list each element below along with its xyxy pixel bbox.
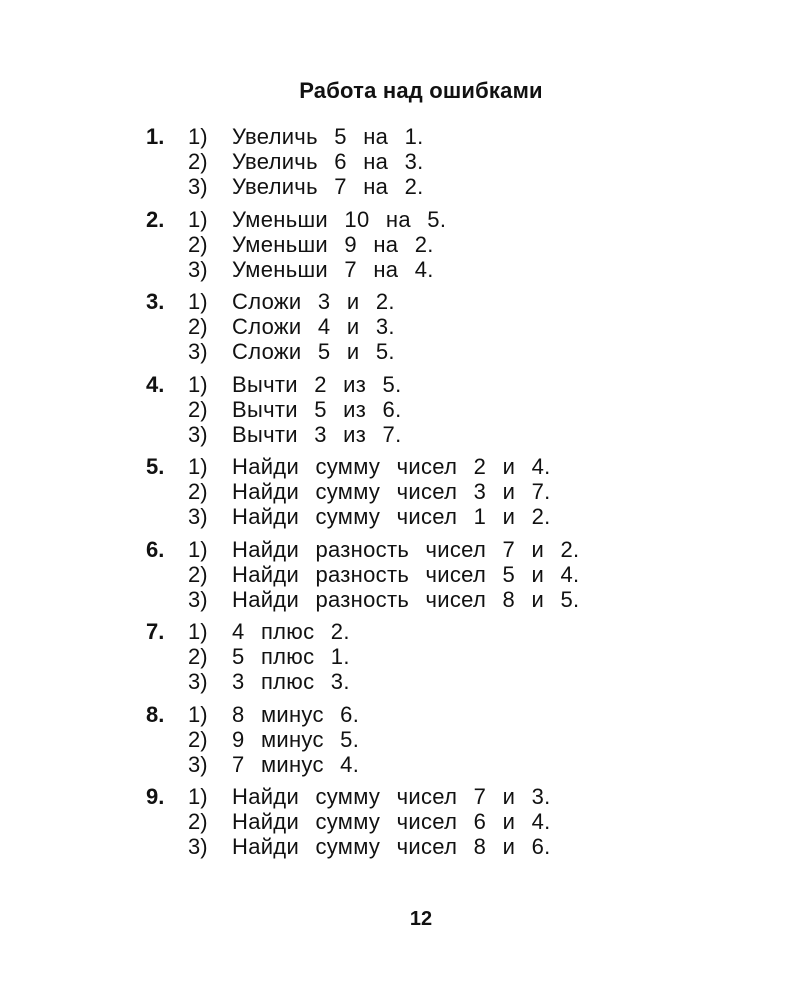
exercise-item <box>188 479 766 504</box>
exercise-items <box>188 702 766 777</box>
item-index: 1) <box>188 124 208 149</box>
item-index: 2) <box>188 644 208 669</box>
exercise-items <box>188 372 766 447</box>
exercise-item <box>188 124 766 149</box>
exercise-2 <box>146 207 766 282</box>
item-text: 4 плюс 2. <box>232 619 350 644</box>
exercise-item <box>188 257 766 282</box>
item-text: Сложи 4 и 3. <box>232 314 395 339</box>
item-text: Вычти 3 из 7. <box>232 421 402 447</box>
item-index: 3) <box>188 339 208 364</box>
item-text: Найди сумму чисел 1 и 2. <box>232 504 551 529</box>
item-index: 3) <box>188 174 208 199</box>
item-text: Вычти 5 из 6. <box>232 396 402 422</box>
exercise-1 <box>146 124 766 199</box>
item-index: 1) <box>188 454 208 479</box>
exercise-number: 1. <box>146 124 165 149</box>
exercise-number: 2. <box>146 206 165 232</box>
item-index: 2) <box>188 809 208 834</box>
exercise-5 <box>146 454 766 529</box>
item-text: Найди сумму чисел 2 и 4. <box>232 454 551 479</box>
exercise-list <box>146 124 766 867</box>
item-index: 1) <box>188 536 208 562</box>
item-index: 2) <box>188 231 208 257</box>
exercise-items <box>188 619 766 694</box>
exercise-item <box>188 289 766 314</box>
exercise-items <box>188 784 766 859</box>
item-index: 3) <box>188 256 208 282</box>
exercise-item <box>188 504 766 529</box>
exercise-number: 4. <box>146 371 165 397</box>
item-index: 2) <box>188 149 208 174</box>
exercise-item <box>188 149 766 174</box>
item-text: 8 минус 6. <box>232 701 360 727</box>
exercise-item <box>188 727 766 752</box>
exercise-item <box>188 207 766 232</box>
exercise-item <box>188 232 766 257</box>
exercise-3 <box>146 289 766 364</box>
exercise-item <box>188 834 766 859</box>
exercise-item <box>188 619 766 644</box>
item-text: Сложи 5 и 5. <box>232 339 395 364</box>
item-index: 2) <box>188 396 208 422</box>
exercise-item <box>188 314 766 339</box>
exercise-item <box>188 372 766 397</box>
exercise-items <box>188 537 766 612</box>
item-index: 2) <box>188 314 208 339</box>
exercise-item <box>188 562 766 587</box>
exercise-item <box>188 537 766 562</box>
item-text: Увеличь 5 на 1. <box>232 124 424 149</box>
item-index: 3) <box>188 421 208 447</box>
item-index: 1) <box>188 206 208 232</box>
item-text: Найди сумму чисел 7 и 3. <box>232 784 551 809</box>
item-text: 5 плюс 1. <box>232 644 350 669</box>
exercise-number: 5. <box>146 454 165 479</box>
item-index: 1) <box>188 619 208 644</box>
item-index: 3) <box>188 669 208 694</box>
exercise-item <box>188 422 766 447</box>
exercise-items <box>188 207 766 282</box>
item-text: Увеличь 6 на 3. <box>232 149 424 174</box>
item-index: 1) <box>188 701 208 727</box>
exercise-8 <box>146 702 766 777</box>
item-text: 3 плюс 3. <box>232 669 350 694</box>
exercise-item <box>188 397 766 422</box>
exercise-item <box>188 669 766 694</box>
page-title: Работа над ошибками <box>299 78 543 103</box>
exercise-items <box>188 454 766 529</box>
item-text: 7 минус 4. <box>232 751 360 777</box>
exercise-item <box>188 644 766 669</box>
item-text: Вычти 2 из 5. <box>232 371 402 397</box>
item-index: 1) <box>188 289 208 314</box>
exercise-number: 7. <box>146 619 165 644</box>
item-text: Увеличь 7 на 2. <box>232 174 424 199</box>
item-text: Найди разность чисел 7 и 2. <box>232 536 580 562</box>
item-index: 1) <box>188 371 208 397</box>
item-text: 9 минус 5. <box>232 726 360 752</box>
item-index: 3) <box>188 586 208 612</box>
item-text: Уменьши 7 на 4. <box>232 256 434 282</box>
exercise-9 <box>146 784 766 859</box>
exercise-item <box>188 174 766 199</box>
item-text: Найди разность чисел 8 и 5. <box>232 586 580 612</box>
page-number: 12 <box>409 908 433 930</box>
exercise-number: 9. <box>146 784 165 809</box>
item-text: Найди разность чисел 5 и 4. <box>232 561 580 587</box>
item-index: 3) <box>188 504 208 529</box>
exercise-number: 3. <box>146 289 165 314</box>
exercise-items <box>188 289 766 364</box>
exercise-6 <box>146 537 766 612</box>
exercise-item <box>188 339 766 364</box>
exercise-item <box>188 752 766 777</box>
item-text: Уменьши 9 на 2. <box>232 231 434 257</box>
item-text: Найди сумму чисел 3 и 7. <box>232 479 551 504</box>
exercise-item <box>188 784 766 809</box>
exercise-item <box>188 454 766 479</box>
exercise-number: 8. <box>146 701 165 727</box>
exercise-item <box>188 702 766 727</box>
item-text: Уменьши 10 на 5. <box>232 206 447 232</box>
item-index: 3) <box>188 751 208 777</box>
exercise-number: 6. <box>146 536 165 562</box>
item-index: 2) <box>188 479 208 504</box>
item-index: 3) <box>188 834 208 859</box>
exercise-items <box>188 124 766 199</box>
exercise-4 <box>146 372 766 447</box>
exercise-item <box>188 587 766 612</box>
item-text: Найди сумму чисел 6 и 4. <box>232 809 551 834</box>
exercise-item <box>188 809 766 834</box>
item-index: 2) <box>188 561 208 587</box>
item-index: 1) <box>188 784 208 809</box>
item-text: Сложи 3 и 2. <box>232 289 395 314</box>
item-index: 2) <box>188 726 208 752</box>
exercise-7 <box>146 619 766 694</box>
item-text: Найди сумму чисел 8 и 6. <box>232 834 551 859</box>
